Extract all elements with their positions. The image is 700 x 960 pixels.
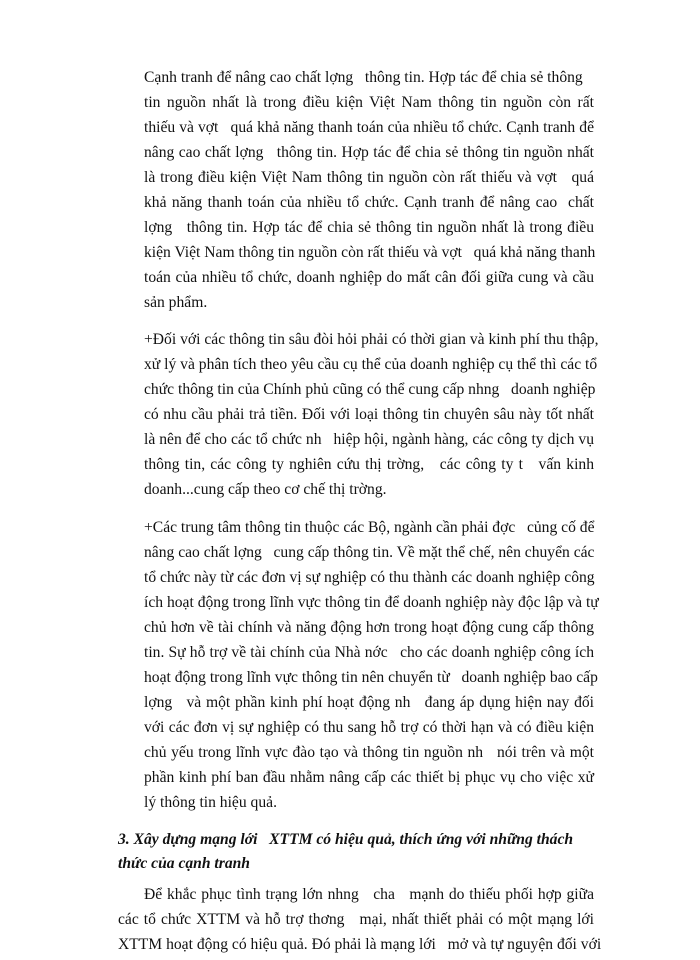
text-line: khả năng thanh toán của nhiều tổ chức. Cạnh tranh để nâng cao chất: [144, 194, 594, 211]
text-line: toán của nhiều tổ chức, doanh nghiệp do mất cân đối giữa cung và cầu: [144, 269, 594, 286]
text-line: sản phẩm.: [144, 294, 208, 311]
section-heading-line: thức của cạnh tranh: [118, 855, 250, 872]
text-line: phần kinh phí ban đầu nhằm nâng cấp các thiết bị phục vụ cho việc xử: [144, 769, 594, 786]
text-line: doanh...cung cấp theo cơ chế thị trờng.: [144, 481, 387, 498]
text-line: hoạt động trong lĩnh vực thông tin nên chuyển từ doanh nghiệp bao cấp: [144, 669, 598, 686]
text-line: nâng cao chất lợng thông tin. Hợp tác để chia sẻ thông tin nguồn nhất: [144, 144, 594, 161]
text-line: thiếu và vợt quá khả năng thanh toán của nhiều tổ chức. Cạnh tranh để: [144, 119, 594, 136]
text-line: lợng thông tin. Hợp tác để chia sẻ thông tin nguồn nhất là trong điều: [144, 219, 594, 236]
text-line: tin nguồn nhất là trong điều kiện Việt Nam thông tin nguồn còn rất: [144, 94, 594, 111]
text-line: lợng và một phần kinh phí hoạt động nh đang áp dụng hiện nay đối: [144, 694, 594, 711]
section-heading-line: 3. Xây dựng mạng lới XTTM có hiệu quả, thích ứng với những thách: [118, 831, 574, 848]
text-line: chủ hơn về tài chính và năng động hơn trong hoạt động cung cấp thông: [144, 619, 594, 636]
text-line: với các đơn vị sự nghiệp có thu sang hỗ trợ có thời hạn và có điều kiện: [144, 719, 594, 736]
text-line: lý thông tin hiệu quả.: [144, 794, 277, 811]
text-line: +Đối với các thông tin sâu đòi hỏi phải có thời gian và kinh phí thu thập,: [144, 331, 599, 348]
text-line: có nhu cầu phải trả tiền. Đối với loại thông tin chuyên sâu này tốt nhất: [144, 406, 594, 423]
text-line: tin. Sự hỗ trợ về tài chính của Nhà nớc cho các doanh nghiệp công ích: [144, 644, 594, 661]
text-line: Cạnh tranh để nâng cao chất lợng thông tin. Hợp tác để chia sẻ thông: [144, 69, 583, 86]
text-line: thông tin, các công ty nghiên cứu thị trờng, các công ty t vấn kinh: [144, 456, 594, 473]
text-line: xử lý và phân tích theo yêu cầu cụ thể của doanh nghiệp cụ thể thì các tổ: [144, 356, 598, 373]
text-line: +Các trung tâm thông tin thuộc các Bộ, ngành cần phải đợc củng cố để: [144, 519, 595, 536]
text-line: chủ yếu trong lĩnh vực đào tạo và thông tin nguồn nh nói trên và một: [144, 744, 594, 761]
text-line: XTTM hoạt động có hiệu quả. Đó phải là mạng lới mở và tự nguyện đối với: [118, 936, 602, 953]
text-line: nâng cao chất lợng cung cấp thông tin. Về mặt thể chế, nên chuyển các: [144, 544, 595, 561]
text-line: các tổ chức XTTM và hỗ trợ thơng mại, nhất thiết phải có một mạng lới: [118, 911, 594, 928]
text-line: chức thông tin của Chính phủ cũng có thể cung cấp nhng doanh nghiệp: [144, 381, 596, 398]
text-line: Để khắc phục tình trạng lớn nhng cha mạnh do thiếu phối hợp giữa: [144, 886, 594, 903]
text-line: là trong điều kiện Việt Nam thông tin nguồn còn rất thiếu và vợt quá: [144, 169, 594, 186]
text-line: tổ chức này từ các đơn vị sự nghiệp có thu thành các doanh nghiệp công: [144, 569, 595, 586]
text-line: kiện Việt Nam thông tin nguồn còn rất thiếu và vợt quá khả năng thanh: [144, 244, 596, 261]
text-line: ích hoạt động trong lĩnh vực thông tin để doanh nghiệp này độc lập và tự: [144, 594, 599, 611]
text-line: là nên để cho các tổ chức nh hiệp hội, ngành hàng, các công ty dịch vụ: [144, 431, 594, 448]
